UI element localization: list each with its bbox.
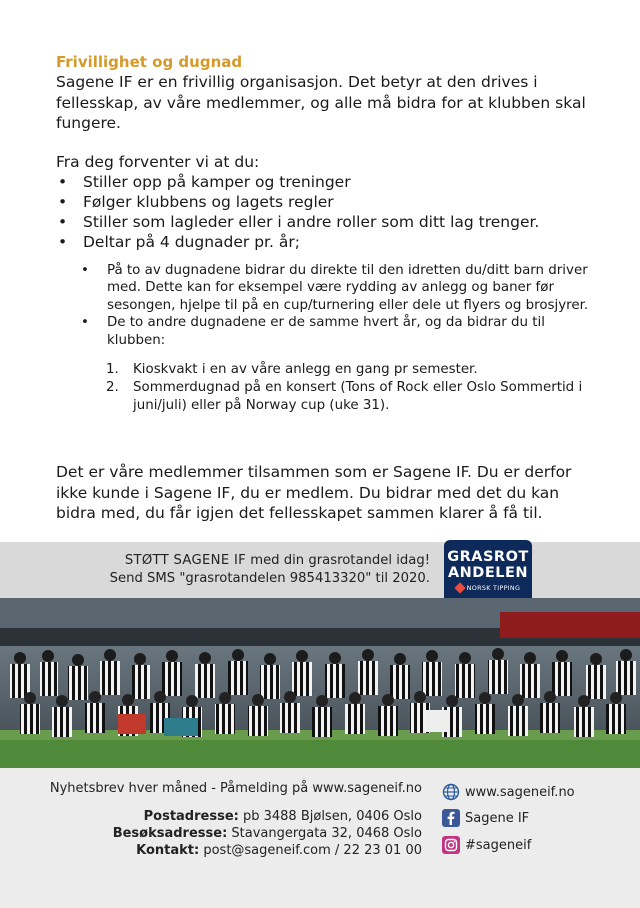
instagram-text: #sageneif <box>465 837 532 853</box>
instagram-icon <box>442 836 460 854</box>
post-value: pb 3488 Bjølsen, 0406 Oslo <box>238 809 422 824</box>
expectations-list <box>56 172 596 252</box>
list-number: 2. <box>106 380 119 396</box>
contact-label: Kontakt: <box>136 843 200 858</box>
grasrot-sms: Send SMS "grasrotandelen 985413320" til 2020. <box>109 571 430 586</box>
facebook-link[interactable] <box>442 809 529 827</box>
newsletter-text: Nyhetsbrev hver måned - Påmelding på www.sageneif.no <box>49 781 422 796</box>
section-heading: Frivillighet og dugnad <box>56 53 243 71</box>
closing-paragraph: Det er våre medlemmer tilsammen som er Sagene IF. Du er derfor ikke kunde i Sagene IF, du er medlem. Du bidrar med det du kan bidra med, du får igjen det fellesskapet sammen klarer å få til. <box>56 463 572 522</box>
visit-value: Stavangergata 32, 0468 Oslo <box>227 826 422 841</box>
dugnad-sub-list <box>81 262 596 350</box>
team-photo <box>0 598 640 768</box>
badge-line3 <box>444 583 532 593</box>
website-text: www.sageneif.no <box>465 784 575 800</box>
list-item <box>106 379 596 414</box>
badge-line1: GRASROT <box>447 549 529 565</box>
visit-label: Besøksadresse: <box>112 826 228 841</box>
post-label: Postadresse: <box>143 809 239 824</box>
norsk-tipping-icon <box>454 582 465 593</box>
list-number: 1. <box>106 362 119 378</box>
list-item: • Stiller opp på kamper og treninger <box>56 172 596 192</box>
grasrot-lead-rest: med din grasrotandel idag! <box>246 553 430 568</box>
main-content <box>56 52 596 414</box>
list-item: • På to av dugnadene bidrar du direkte til den idretten du/ditt barn driver med. Dette kan for eksempel være rydding av anlegg og baner før sesongen, hjelpe til på en cup/turnering eller dele ut flyers og brosjyrer. <box>81 262 596 315</box>
contact-value[interactable]: post@sageneif.com / 22 23 01 00 <box>199 843 422 858</box>
list-item: • Stiller som lagleder eller i andre roller som ditt lag trenger. <box>56 212 596 232</box>
grasrot-text <box>110 552 430 588</box>
badge-line3-text: NORSK TIPPING <box>466 584 521 592</box>
facebook-text: Sagene IF <box>465 810 530 826</box>
facebook-icon <box>442 809 460 827</box>
list-item: • Følger klubbens og lagets regler <box>56 192 596 212</box>
globe-icon <box>442 783 460 801</box>
expectations-title: Fra deg forventer vi at du: <box>56 152 260 171</box>
intro-paragraph: Sagene IF er en frivillig organisasjon. Det betyr at den drives i fellesskap, av våre medlemmer, og alle må bidra for at klubben skal fungere. <box>56 73 586 132</box>
team-photo-illustration <box>0 598 640 768</box>
list-item: • De to andre dugnadene er de samme hvert år, og da bidrar du til klubben: <box>81 314 596 349</box>
instagram-link[interactable] <box>442 836 531 854</box>
club-dugnad-list <box>106 361 596 414</box>
grasrot-lead: STØTT SAGENE IF <box>124 553 247 568</box>
badge-line2: ANDELEN <box>447 565 529 581</box>
website-link[interactable] <box>442 783 575 801</box>
list-text: Sommerdugnad på en konsert (Tons of Rock eller Oslo Sommertid i juni/juli) eller på Norway cup (uke 31). <box>133 380 583 413</box>
list-text: Kioskvakt i en av våre anlegg en gang pr semester. <box>133 362 478 378</box>
list-item: • Deltar på 4 dugnader pr. år; <box>56 232 596 252</box>
list-item <box>106 361 596 379</box>
address-block <box>113 808 422 859</box>
